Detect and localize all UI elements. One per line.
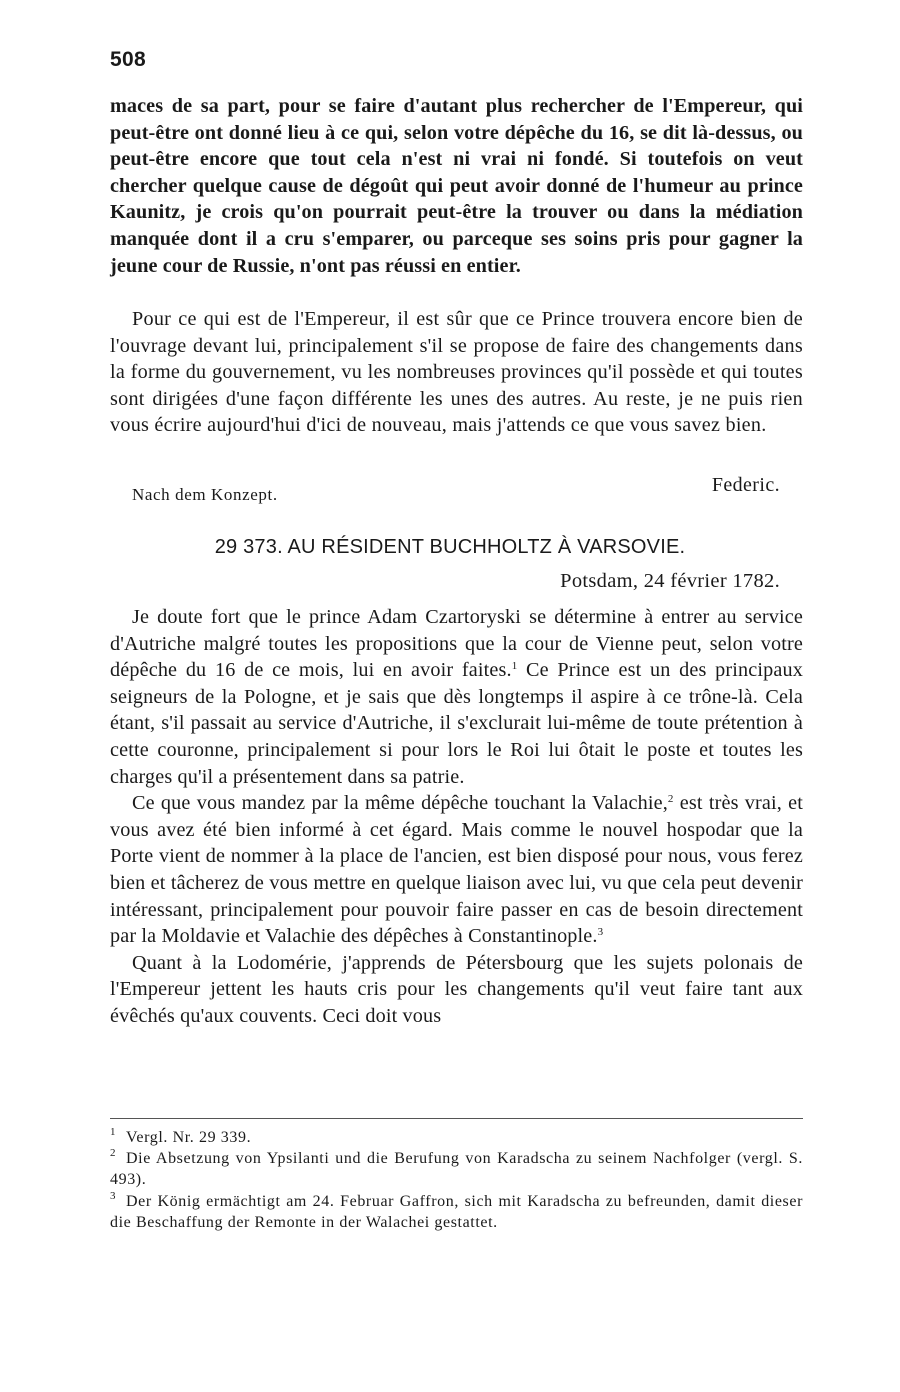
paragraph: maces de sa part, pour se faire d'autant plus rechercher de l'Empereur, qui peut-être ont donné lieu à ce qui, selon votre dépêche du 16, se dit là-dessus, ou peut-être encore que tout cela n'est ni vrai ni fondé. Si toutefois on veut chercher quelque cause de dégoût qui peut avoir donné de l'humeur au prince Kaunitz, je crois qu'on pourrait peut-être la trouver ou dans la médiation manquée dont il a cru s'emparer, ou parceque ses soins pris pour gagner la jeune cour de Russie, n'ont pas réussi en entier. bbox=[110, 95, 803, 277]
footnote-ref: 3 bbox=[597, 926, 604, 939]
footnote-ref: 1 bbox=[511, 660, 518, 673]
letter-body bbox=[110, 604, 803, 1030]
paragraph bbox=[110, 790, 803, 950]
footnote: $^1$ Vergl. Nr. 29 339. bbox=[110, 1126, 252, 1146]
footnote-ref: 2 bbox=[667, 793, 674, 806]
footnote: $^3$ Der König ermächtigt am 24. Februar Gaffron, sich mit Karadscha zu befreunden, damit dieser die Beschaffung der Remonte in der Walachei gestattet. bbox=[110, 1189, 803, 1231]
continued-letter-text bbox=[110, 93, 803, 279]
footnote-text: Vergl. Nr. 29 339. bbox=[126, 1129, 252, 1146]
dateline: Potsdam, 24 février 1782. bbox=[560, 570, 780, 592]
paragraph bbox=[110, 604, 803, 790]
paragraph-text: est très vrai, et vous avez été bien informé à cet égard. Mais comme le nouvel hospodar que la Porte vient de nommer à la place de l'ancien, est bien disposé pour nous, vous ferez bien et tâcherez de vous mettre en quelque liaison avec lui, vu que cela peut devenir intéressant, principalement pour pouvoir faire passer en cas de besoin directement par la Moldavie et Valachie des dépêches à Constantinople. bbox=[110, 792, 804, 948]
source-note: Nach dem Konzept. bbox=[132, 485, 278, 504]
footnote-text: Der König ermächtigt am 24. Februar Gaffron, sich mit Karadscha zu befreunden, damit dieser die Beschaffung der Remonte in der Walachei gestattet. bbox=[110, 1192, 803, 1231]
footnote: $^2$ Die Absetzung von Ypsilanti und die Berufung von Karadscha zu seinem Nachfolger (vergl. S. 493). bbox=[110, 1147, 803, 1189]
footnote-divider bbox=[110, 1118, 803, 1119]
footnotes bbox=[110, 1127, 803, 1233]
continued-letter-text-2 bbox=[110, 306, 803, 439]
letter-heading: 29 373. AU RÉSIDENT BUCHHOLTZ À VARSOVIE. bbox=[214, 536, 686, 558]
paragraph-text: Ce Prince est un des principaux seigneurs de la Pologne, et je sais que dès longtemps il aspire à ce trône-là. Cela étant, s'il passait au service d'Autriche, il s'exclurait lui-même de toute prétention à cette couronne, principalement si pour lors le Roi lui ôtait le poste et toutes les charges qu'il a présentement dans sa patrie. bbox=[110, 659, 803, 788]
page-number: 508 bbox=[110, 48, 146, 71]
paragraph-text: Ce que vous mandez par la même dépêche touchant la Valachie, bbox=[132, 792, 668, 815]
footnote-text: Die Absetzung von Ypsilanti und die Berufung von Karadscha zu seinem Nachfolger (vergl. S. 493). bbox=[110, 1150, 803, 1189]
paragraph-text: Je doute fort que le prince Adam Czartoryski se détermine à entrer au service d'Autriche malgré toutes les propositions que la cour de Vienne peut, selon votre dépêche du 16 de ce mois, lui en avoir faites. bbox=[110, 606, 803, 682]
paragraph: Quant à la Lodomérie, j'apprends de Pétersbourg que les sujets polonais de l'Empereur jettent les hauts cris pour les changements qu'il veut faire tant aux évêchés qu'aux couvents. Ceci doit vous bbox=[110, 951, 803, 1027]
paragraph: Pour ce qui est de l'Empereur, il est sûr que ce Prince trouvera encore bien de l'ouvrage devant lui, principalement s'il se propose de faire des changements dans la forme du gouvernement, vu les nombreuses provinces qu'il possède et qui toutes sont dirigées d'une façon différente les unes des autres. Au reste, je ne puis rien vous écrire aujourd'hui d'ici de nouveau, mais j'attends ce que vous savez bien. bbox=[110, 308, 803, 437]
signature: Federic. bbox=[711, 474, 780, 496]
